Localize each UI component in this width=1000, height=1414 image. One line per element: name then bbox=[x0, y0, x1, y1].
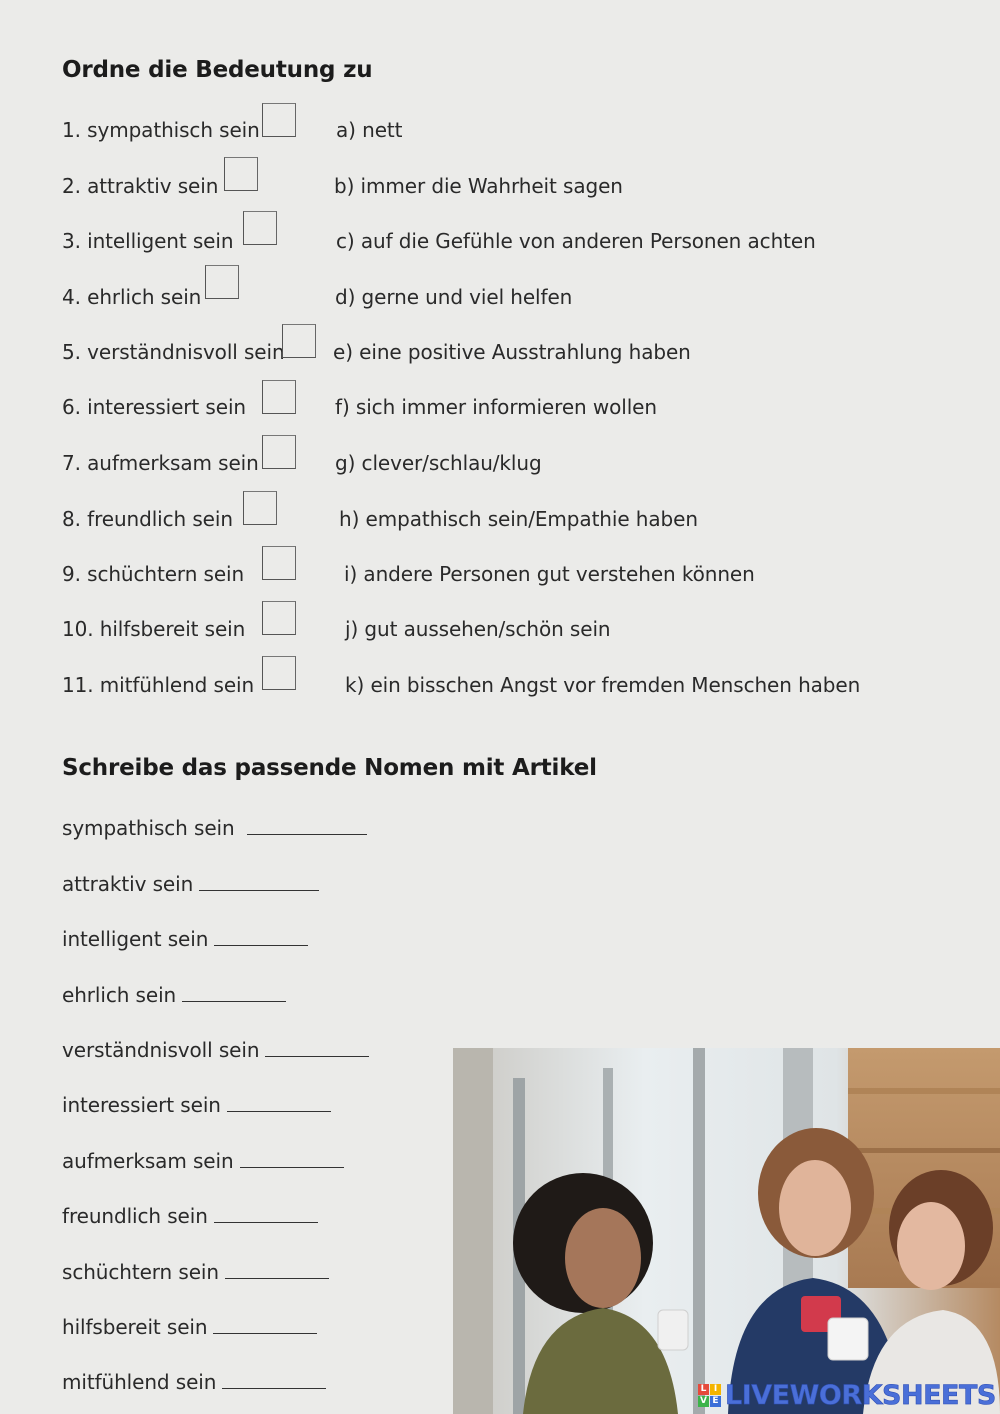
term-4: 4. ehrlich sein bbox=[62, 285, 202, 309]
answer-box-1[interactable] bbox=[262, 103, 296, 137]
noun-answer-blank[interactable] bbox=[225, 1260, 329, 1279]
meaning-d: d) gerne und viel helfen bbox=[335, 285, 573, 309]
section1-title: Ordne die Bedeutung zu bbox=[62, 57, 373, 83]
meaning-g: g) clever/schlau/klug bbox=[335, 451, 542, 475]
noun-answer-blank[interactable] bbox=[199, 872, 319, 891]
answer-box-6[interactable] bbox=[262, 380, 296, 414]
three-women-photo bbox=[453, 1048, 1000, 1414]
term-6: 6. interessiert sein bbox=[62, 395, 246, 419]
term-2: 2. attraktiv sein bbox=[62, 174, 219, 198]
noun-row-6 bbox=[62, 1093, 331, 1117]
meaning-a: a) nett bbox=[336, 118, 403, 142]
meaning-e: e) eine positive Ausstrahlung haben bbox=[333, 340, 691, 364]
noun-row-label: hilfsbereit sein bbox=[62, 1315, 208, 1339]
noun-answer-blank[interactable] bbox=[265, 1038, 369, 1057]
noun-answer-blank[interactable] bbox=[214, 1204, 318, 1223]
mark-letter: E bbox=[710, 1396, 721, 1407]
noun-answer-blank[interactable] bbox=[213, 1315, 317, 1334]
noun-row-label: schüchtern sein bbox=[62, 1260, 219, 1284]
noun-row-label: sympathisch sein bbox=[62, 816, 235, 840]
meaning-c: c) auf die Gefühle von anderen Personen achten bbox=[336, 229, 816, 253]
noun-row-label: aufmerksam sein bbox=[62, 1149, 234, 1173]
mark-letter: V bbox=[698, 1396, 709, 1407]
term-9: 9. schüchtern sein bbox=[62, 562, 245, 586]
meaning-i: i) andere Personen gut verstehen können bbox=[344, 562, 755, 586]
meaning-k: k) ein bisschen Angst vor fremden Menschen haben bbox=[345, 673, 861, 697]
mark-letter: L bbox=[698, 1384, 709, 1395]
noun-answer-blank[interactable] bbox=[214, 927, 308, 946]
term-3: 3. intelligent sein bbox=[62, 229, 234, 253]
noun-row-3 bbox=[62, 927, 308, 951]
photo-illustration bbox=[453, 1048, 1000, 1414]
noun-row-label: freundlich sein bbox=[62, 1204, 208, 1228]
noun-row-2 bbox=[62, 872, 319, 896]
answer-box-3[interactable] bbox=[243, 211, 277, 245]
term-1: 1. sympathisch sein bbox=[62, 118, 260, 142]
answer-box-9[interactable] bbox=[262, 546, 296, 580]
liveworksheets-wordmark: LIVEWORKSHEETS bbox=[725, 1379, 996, 1411]
answer-box-5[interactable] bbox=[282, 324, 316, 358]
noun-row-4 bbox=[62, 983, 286, 1007]
noun-answer-blank[interactable] bbox=[222, 1370, 326, 1389]
noun-row-10 bbox=[62, 1315, 317, 1339]
term-7: 7. aufmerksam sein bbox=[62, 451, 259, 475]
noun-row-7 bbox=[62, 1149, 344, 1173]
answer-box-11[interactable] bbox=[262, 656, 296, 690]
liveworksheets-logo bbox=[698, 1378, 998, 1412]
term-10: 10. hilfsbereit sein bbox=[62, 617, 246, 641]
meaning-j: j) gut aussehen/schön sein bbox=[345, 617, 611, 641]
noun-row-9 bbox=[62, 1260, 329, 1284]
meaning-f: f) sich immer informieren wollen bbox=[335, 395, 657, 419]
noun-row-11 bbox=[62, 1370, 326, 1394]
noun-row-1 bbox=[62, 816, 367, 840]
mark-letter: I bbox=[710, 1384, 721, 1395]
answer-box-10[interactable] bbox=[262, 601, 296, 635]
answer-box-7[interactable] bbox=[262, 435, 296, 469]
noun-row-8 bbox=[62, 1204, 318, 1228]
noun-row-label: verständnisvoll sein bbox=[62, 1038, 260, 1062]
answer-box-2[interactable] bbox=[224, 157, 258, 191]
term-8: 8. freundlich sein bbox=[62, 507, 233, 531]
term-5: 5. verständnisvoll sein bbox=[62, 340, 285, 364]
noun-answer-blank[interactable] bbox=[227, 1093, 331, 1112]
meaning-b: b) immer die Wahrheit sagen bbox=[334, 174, 623, 198]
noun-row-label: ehrlich sein bbox=[62, 983, 177, 1007]
noun-answer-blank[interactable] bbox=[240, 1149, 344, 1168]
noun-row-5 bbox=[62, 1038, 369, 1062]
noun-row-label: attraktiv sein bbox=[62, 872, 194, 896]
answer-box-8[interactable] bbox=[243, 491, 277, 525]
noun-row-label: interessiert sein bbox=[62, 1093, 221, 1117]
meaning-h: h) empathisch sein/Empathie haben bbox=[339, 507, 698, 531]
term-11: 11. mitfühlend sein bbox=[62, 673, 255, 697]
noun-answer-blank[interactable] bbox=[182, 983, 286, 1002]
noun-row-label: intelligent sein bbox=[62, 927, 209, 951]
answer-box-4[interactable] bbox=[205, 265, 239, 299]
noun-row-label: mitfühlend sein bbox=[62, 1370, 217, 1394]
liveworksheets-mark-icon bbox=[698, 1384, 721, 1407]
section2-title: Schreibe das passende Nomen mit Artikel bbox=[62, 755, 597, 781]
noun-answer-blank[interactable] bbox=[247, 816, 367, 835]
